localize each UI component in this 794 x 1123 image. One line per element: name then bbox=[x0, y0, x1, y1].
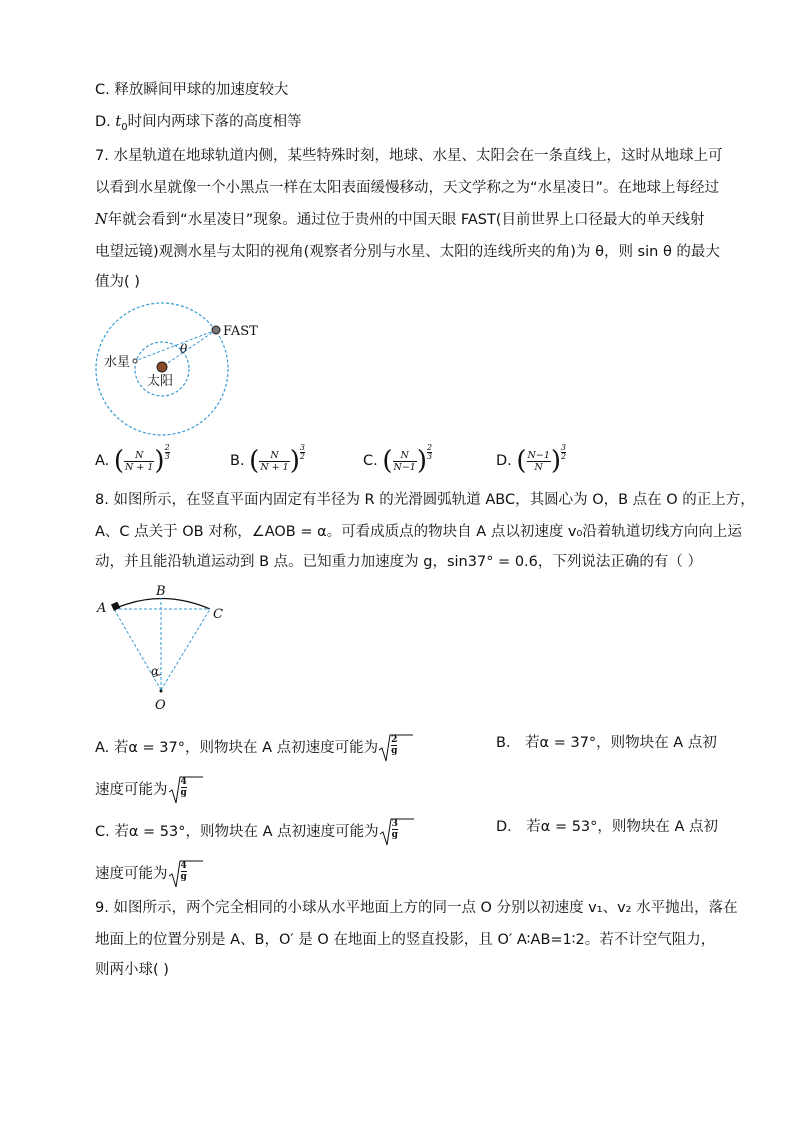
mercury-label: 水星 bbox=[104, 355, 131, 370]
option-d-prev-label: D. bbox=[95, 114, 116, 130]
q8-option-a-root: 2 g bbox=[378, 733, 414, 763]
q7-option-b: B. ( $\frac{N}{N + 1}$ ) $\frac{3}{2}$ bbox=[230, 443, 305, 476]
q8-line-3: 动，并且能沿轨道运动到 B 点。已知重力加速度为 g，sin37° = 0.6，下列说法正确的有（ ） bbox=[95, 554, 702, 570]
q7-line-4: 电望远镜)观测水星与太阳的视角(观察者分别与水星、太阳的连线所夹的角)为 θ，则 sin θ 的最大 bbox=[95, 244, 720, 260]
option-c-prev: C. 释放瞬间甲球的加速度较大 bbox=[95, 82, 289, 98]
arc-track-abc bbox=[114, 599, 210, 610]
q8-option-b-cont bbox=[95, 775, 204, 805]
q8-option-b: B． 若α = 37°，则物块在 A 点初 bbox=[496, 735, 717, 751]
q7-option-a-label: A. bbox=[95, 453, 110, 469]
q7-option-c-label: C. bbox=[363, 453, 378, 469]
fast-icon bbox=[212, 326, 220, 334]
q8-line-2: A、C 点关于 OB 对称，∠AOB = α。可看成质点的物块自 A 点以初速度 v₀沿着轨道切线方向向上运 bbox=[95, 524, 742, 540]
q8-option-b-root: 4 g bbox=[168, 775, 204, 805]
var-t: t bbox=[115, 114, 122, 130]
q7-option-b-label: B. bbox=[230, 453, 245, 469]
block-icon bbox=[111, 602, 120, 611]
q7-option-c-fraction: $\frac{N}{N-1}$ bbox=[393, 449, 416, 473]
q7-option-d-fraction: $\frac{N-1}{N}$ bbox=[527, 449, 550, 473]
point-o bbox=[160, 690, 163, 693]
sun-icon bbox=[157, 362, 167, 372]
q7-line-3-text: 年就会看到“水星凌日”现象。通过位于贵州的中国天眼 FAST(目前世界上口径最大的单天线射 bbox=[107, 212, 705, 228]
q8-option-d: D． 若α = 53°，则物块在 A 点初 bbox=[496, 819, 719, 835]
option-d-prev bbox=[95, 112, 302, 138]
q7-line-2: 以看到水星就像一个小黑点一样在太阳表面缓慢移动，天文学称之为“水星凌日”。在地球上每经过 bbox=[95, 180, 720, 196]
q8-line-1: 8. 如图所示，在竖直平面内固定有半径为 R 的光滑圆弧轨道 ABC，其圆心为 O，B 点在 O 的正上方， bbox=[95, 492, 755, 508]
q8-option-d-cont-text: 速度可能为 bbox=[95, 866, 168, 882]
q7-option-a: A. ( $\frac{N}{N + 1}$ ) $\frac{2}{3}$ bbox=[95, 443, 170, 476]
line-fast-sun bbox=[162, 330, 216, 367]
label-a: A bbox=[97, 601, 107, 616]
q8-option-b-cont-text: 速度可能为 bbox=[95, 782, 168, 798]
q7-option-d: D. ( $\frac{N-1}{N}$ ) $\frac{3}{2}$ bbox=[496, 443, 567, 476]
q7-line-5: 值为( ) bbox=[95, 274, 140, 290]
q8-option-a bbox=[95, 733, 414, 763]
q8-option-d-root: 4 g bbox=[168, 859, 204, 889]
theta-label: θ bbox=[180, 342, 188, 356]
label-o: O bbox=[155, 698, 166, 713]
q9-line-1: 9. 如图所示，两个完全相同的小球从水平地面上方的同一点 O 分别以初速度 v₁、v₂ 水平抛出，落在 bbox=[95, 900, 738, 916]
q8-arc-figure bbox=[95, 580, 245, 715]
q8-option-c-text: C. 若α = 53°，则物块在 A 点初速度可能为 bbox=[95, 824, 379, 840]
sun-label: 太阳 bbox=[147, 374, 174, 389]
q9-line-3: 则两小球( ) bbox=[95, 962, 169, 978]
label-c: C bbox=[213, 607, 223, 622]
line-oc bbox=[161, 609, 210, 690]
var-n: N bbox=[95, 212, 108, 228]
q8-option-c bbox=[95, 817, 415, 847]
label-alpha: α bbox=[151, 664, 160, 678]
var-t-sub: 0 bbox=[121, 121, 128, 133]
fast-label: FAST bbox=[223, 324, 258, 339]
label-b: B bbox=[156, 584, 166, 599]
q8-option-d-cont bbox=[95, 859, 204, 889]
q7-line-1: 7. 水星轨道在地球轨道内侧，某些特殊时刻，地球、水星、太阳会在一条直线上，这时从地球上可 bbox=[95, 148, 723, 164]
q7-option-b-fraction: $\frac{N}{N + 1}$ bbox=[260, 449, 289, 473]
option-d-prev-text: 时间内两球下落的高度相等 bbox=[127, 114, 302, 130]
q7-orbit-figure bbox=[95, 300, 275, 440]
q7-option-a-fraction: $\frac{N}{N + 1}$ bbox=[125, 449, 154, 473]
q7-line-3 bbox=[95, 210, 704, 230]
q8-option-a-text: A. 若α = 37°，则物块在 A 点初速度可能为 bbox=[95, 740, 379, 756]
q9-line-2: 地面上的位置分别是 A、B，O′ 是 O 在地面上的竖直投影，且 O′ A∶AB=1∶2。若不计空气阻力， bbox=[95, 932, 716, 948]
q7-option-c: C. ( $\frac{N}{N-1}$ ) $\frac{2}{3}$ bbox=[363, 443, 433, 476]
q8-option-c-root: 3 g bbox=[379, 817, 415, 847]
q7-option-d-label: D. bbox=[496, 453, 512, 469]
mercury-icon bbox=[133, 359, 137, 363]
